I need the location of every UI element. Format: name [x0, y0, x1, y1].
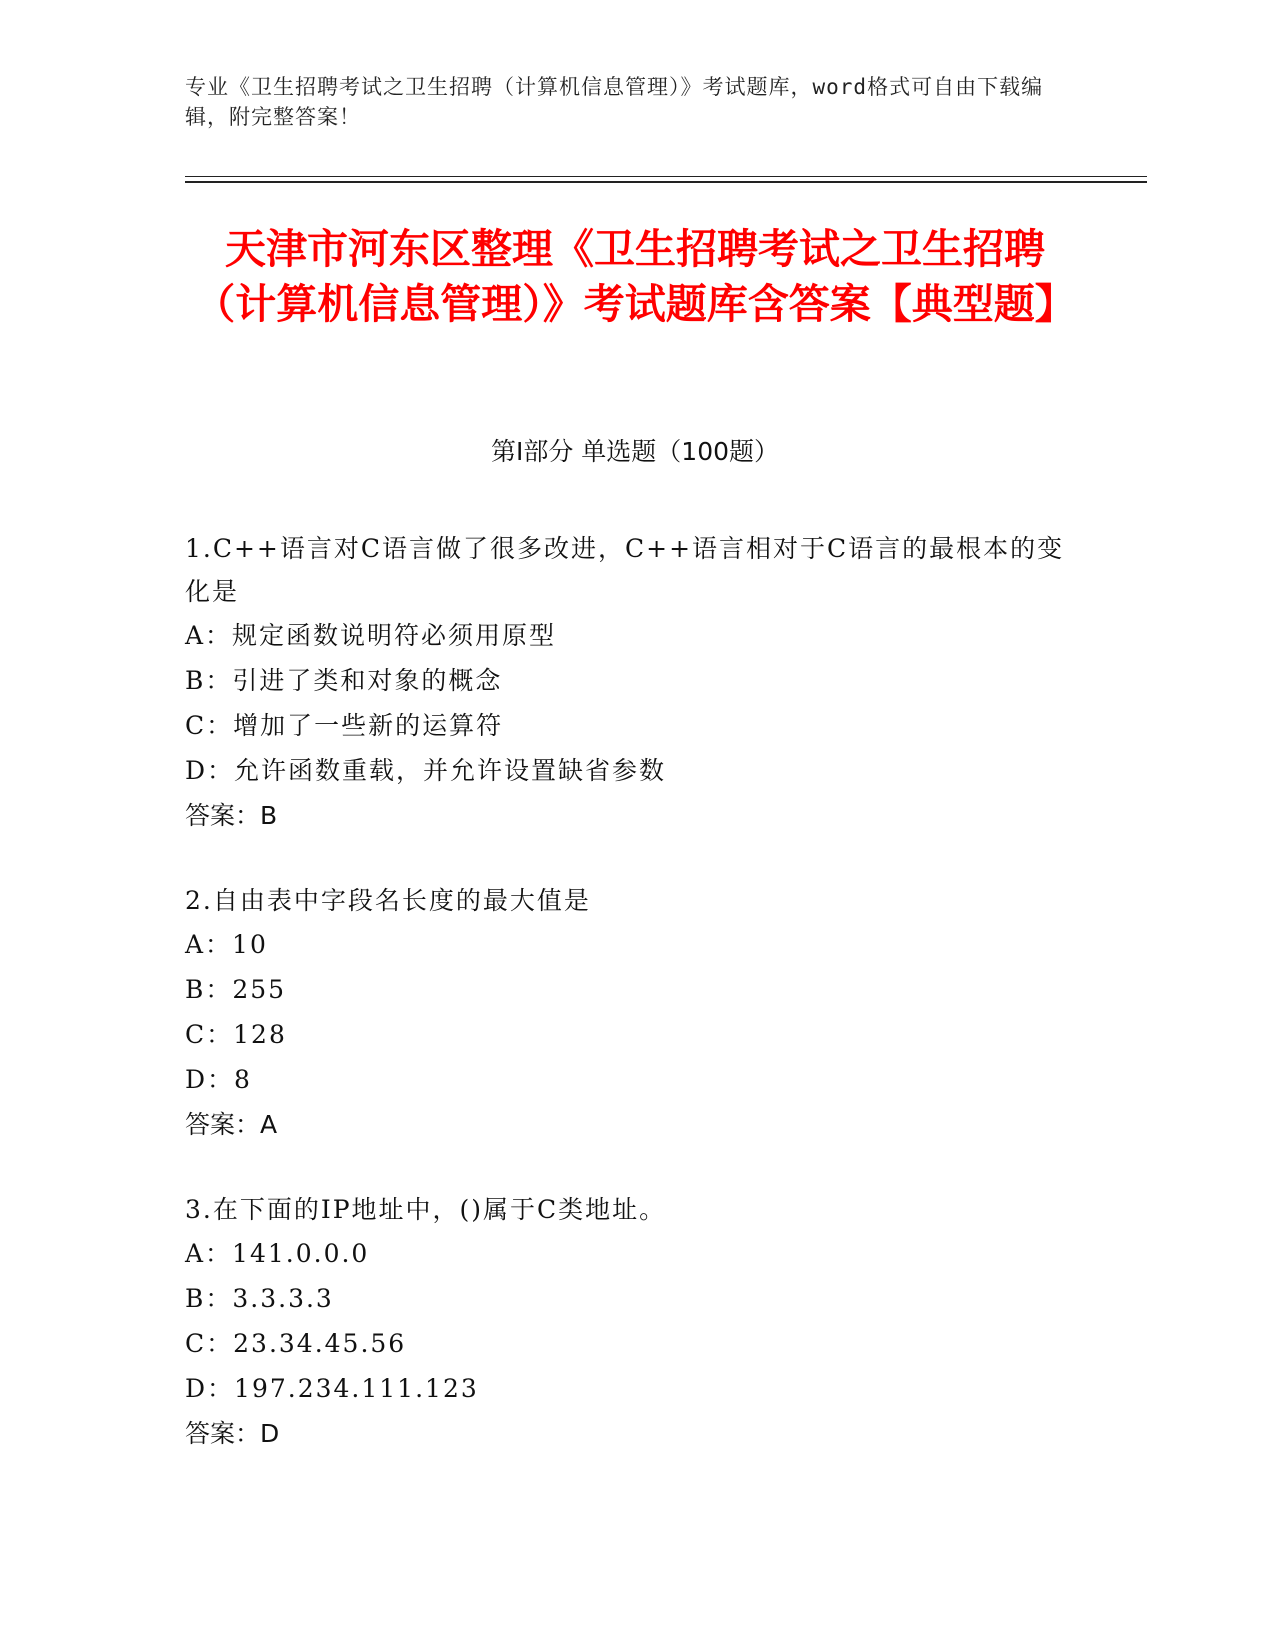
question-2 — [185, 879, 1065, 1147]
question-list — [185, 527, 1065, 1497]
option-b: B：3.3.3.3 — [185, 1284, 334, 1313]
answer-line: 答案：D — [185, 1419, 280, 1448]
option-b: B：255 — [185, 975, 287, 1004]
option-d: D：8 — [185, 1065, 252, 1094]
answer-line: 答案：B — [185, 801, 278, 830]
option-c: C：增加了一些新的运算符 — [185, 711, 504, 740]
question-3 — [185, 1188, 1065, 1456]
option-a: A：141.0.0.0 — [185, 1239, 370, 1268]
intro-text: 专业《卫生招聘考试之卫生招聘（计算机信息管理）》考试题库，word格式可自由下载编辑，附完整答案！ — [185, 75, 1044, 129]
question-stem: 2.自由表中字段名长度的最大值是 — [185, 886, 591, 915]
question-stem: 1.C++语言对C语言做了很多改进，C++语言相对于C语言的最根本的变化是 — [185, 534, 1065, 606]
header-divider-thick — [185, 181, 1147, 183]
option-c: C：23.34.45.56 — [185, 1329, 407, 1358]
option-a: A：10 — [185, 930, 268, 959]
answer-line: 答案：A — [185, 1110, 278, 1139]
option-c: C：128 — [185, 1020, 287, 1049]
option-b: B：引进了类和对象的概念 — [185, 666, 503, 695]
header-divider-thin — [185, 176, 1147, 177]
option-a: A：规定函数说明符必须用原型 — [185, 621, 557, 650]
option-d: D：197.234.111.123 — [185, 1374, 479, 1403]
question-stem: 3.在下面的IP地址中，()属于C类地址。 — [185, 1195, 667, 1224]
question-1 — [185, 527, 1065, 838]
document-title: 天津市河东区整理《卫生招聘考试之卫生招聘（计算机信息管理）》考试题库含答案【典型题】 — [194, 225, 1076, 328]
section-heading: 第Ⅰ部分 单选题（100题） — [490, 437, 780, 466]
option-d: D：允许函数重载，并允许设置缺省参数 — [185, 756, 667, 785]
